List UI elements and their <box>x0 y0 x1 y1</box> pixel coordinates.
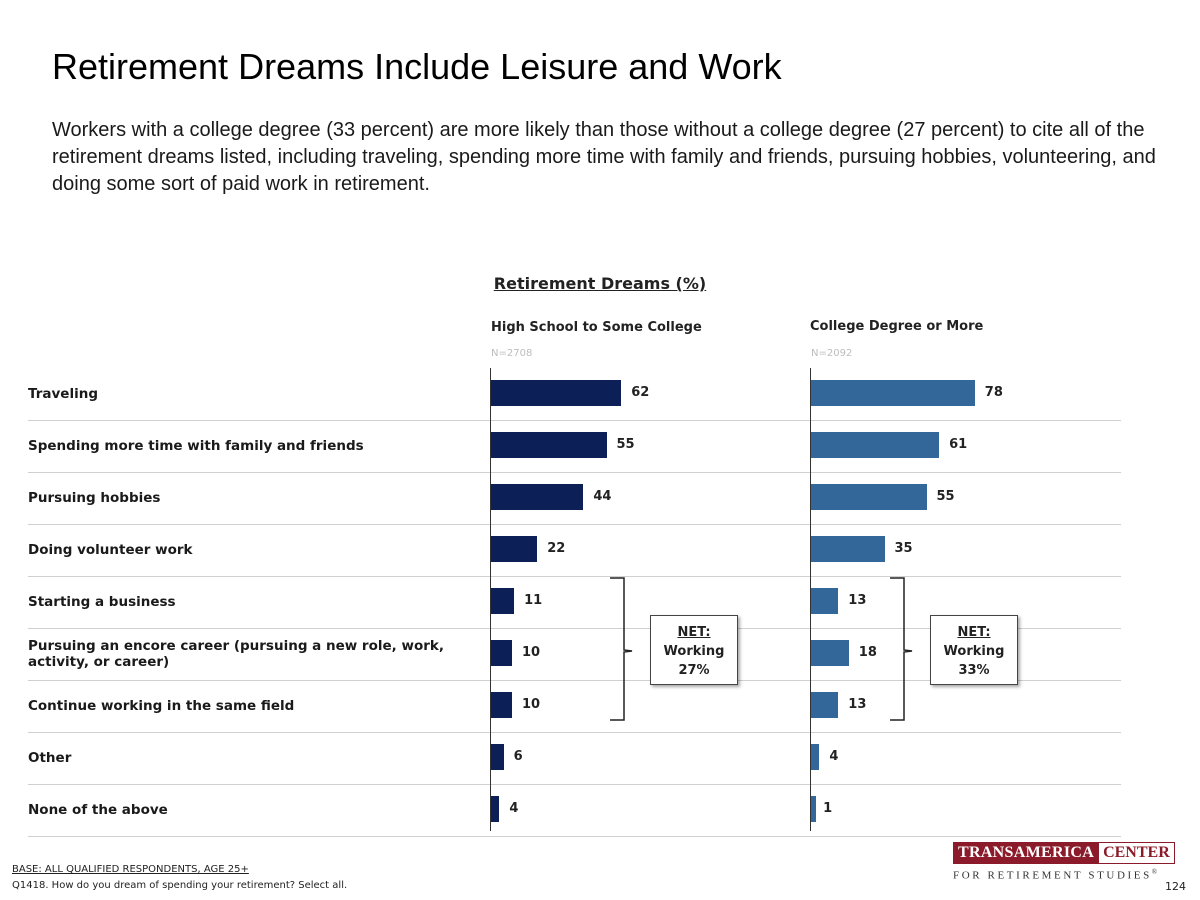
net-working-box-college <box>930 615 1018 685</box>
bar-series-2 <box>811 640 849 666</box>
series-2-n: N=2092 <box>811 348 853 359</box>
series-1-n: N=2708 <box>491 348 533 359</box>
net-working-label: Working <box>943 644 1005 659</box>
bar-series-2 <box>811 432 939 458</box>
bar-series-2 <box>811 588 838 614</box>
data-label-series-1: 10 <box>522 645 541 660</box>
net-value: 27% <box>678 663 710 678</box>
base-note: BASE: ALL QUALIFIED RESPONDENTS, AGE 25+ <box>12 864 249 875</box>
data-label-series-1: 55 <box>616 437 635 452</box>
data-label-series-2: 13 <box>848 593 867 608</box>
transamerica-logo <box>953 842 1170 884</box>
bar-series-1 <box>491 536 537 562</box>
logo-text-center: CENTER <box>1099 842 1175 864</box>
data-label-series-1: 11 <box>524 593 543 608</box>
net-working-box-hs <box>650 615 738 685</box>
bar-series-1 <box>491 432 607 458</box>
net-label: NET: <box>957 625 991 640</box>
series-2-title: College Degree or More <box>810 319 984 334</box>
data-label-series-1: 22 <box>547 541 566 556</box>
bar-series-1 <box>491 692 512 718</box>
data-label-series-2: 1 <box>823 801 833 816</box>
category-label: Spending more time with family and friends <box>28 438 364 454</box>
data-label-series-1: 62 <box>631 385 650 400</box>
logo-text-subtitle: FOR RETIREMENT STUDIES <box>953 869 1152 882</box>
bar-series-1 <box>491 588 514 614</box>
data-label-series-2: 35 <box>894 541 913 556</box>
data-label-series-2: 55 <box>936 489 955 504</box>
category-label: Pursuing an encore career (pursuing a new role, work, activity, or career) <box>28 638 444 670</box>
data-label-series-1: 4 <box>509 801 519 816</box>
category-label: Doing volunteer work <box>28 542 193 558</box>
data-label-series-2: 61 <box>949 437 968 452</box>
question-note: Q1418. How do you dream of spending your retirement? Select all. <box>12 880 348 891</box>
bar-series-1 <box>491 484 583 510</box>
net-working-label: Working <box>663 644 725 659</box>
series-1-title: High School to Some College <box>491 320 702 335</box>
category-label: Pursuing hobbies <box>28 490 161 506</box>
net-label: NET: <box>677 625 711 640</box>
bar-series-1 <box>491 380 621 406</box>
category-label: Other <box>28 750 72 766</box>
bar-series-2 <box>811 692 838 718</box>
data-label-series-1: 10 <box>522 697 541 712</box>
category-label: None of the above <box>28 802 168 818</box>
data-label-series-1: 44 <box>593 489 612 504</box>
data-label-series-2: 4 <box>829 749 839 764</box>
logo-registered-mark: ® <box>1151 868 1160 876</box>
category-label: Traveling <box>28 386 98 402</box>
data-label-series-2: 13 <box>848 697 867 712</box>
bar-series-2 <box>811 484 927 510</box>
data-label-series-2: 78 <box>984 385 1003 400</box>
bar-series-1 <box>491 744 504 770</box>
bar-series-1 <box>491 640 512 666</box>
subtitle: Workers with a college degree (33 percent) are more likely than those without a college degree (27 percent) to cite all of the retirement dreams listed, including traveling, spending more time with family and friends, pursuing hobbies, volunteering, and doing some sort of paid work in retirement. <box>52 119 1156 195</box>
data-label-series-2: 18 <box>858 645 877 660</box>
page-title: Retirement Dreams Include Leisure and Work <box>52 46 782 87</box>
net-value: 33% <box>958 663 990 678</box>
chart-title: Retirement Dreams (%) <box>493 274 707 293</box>
bar-series-1 <box>491 796 499 822</box>
data-label-series-1: 6 <box>513 749 523 764</box>
bar-series-2 <box>811 796 816 822</box>
page-number: 124 <box>1165 880 1186 893</box>
row-divider <box>28 836 1121 837</box>
bar-series-2 <box>811 536 885 562</box>
category-label: Starting a business <box>28 594 176 610</box>
bar-series-2 <box>811 380 975 406</box>
logo-text-transamerica: TRANSAMERICA <box>953 842 1099 864</box>
bar-series-2 <box>811 744 819 770</box>
category-label: Continue working in the same field <box>28 698 295 714</box>
